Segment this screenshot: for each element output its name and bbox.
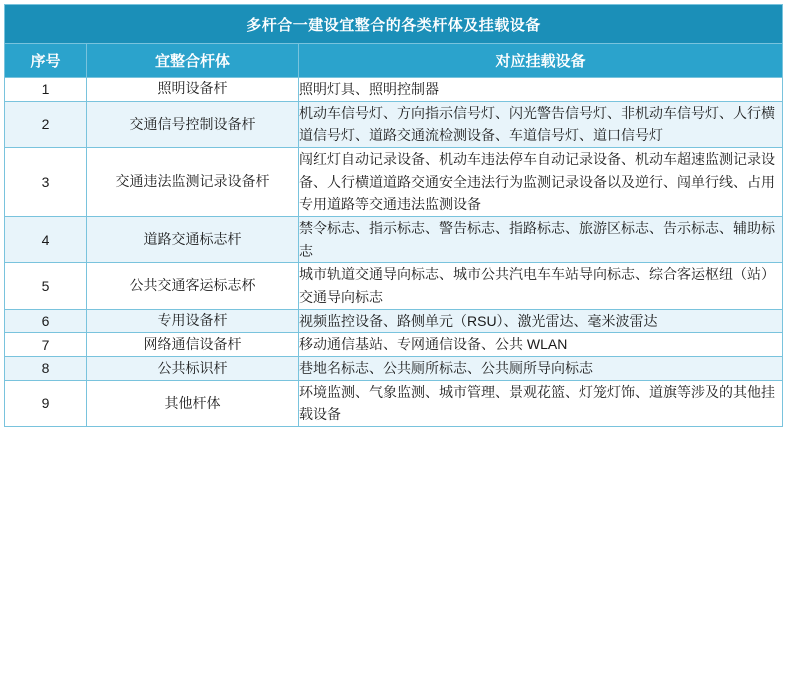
row-devices: 禁令标志、指示标志、警告标志、指路标志、旅游区标志、告示标志、辅助标志 (299, 217, 783, 263)
row-index: 3 (5, 148, 87, 217)
row-pole-type: 专用设备杆 (87, 309, 299, 333)
table-row (5, 357, 783, 381)
row-pole-type: 照明设备杆 (87, 78, 299, 102)
row-devices: 机动车信号灯、方向指示信号灯、闪光警告信号灯、非机动车信号灯、人行横道信号灯、道路交通流检测设备、车道信号灯、道口信号灯 (299, 101, 783, 147)
column-header-index: 序号 (5, 44, 87, 78)
row-pole-type: 其他杆体 (87, 380, 299, 426)
row-index: 4 (5, 217, 87, 263)
table-header-row (5, 44, 783, 78)
row-pole-type: 公共交通客运标志杯 (87, 263, 299, 309)
table-row (5, 380, 783, 426)
column-header-pole: 宜整合杆体 (87, 44, 299, 78)
table-body (5, 78, 783, 427)
row-pole-type: 交通信号控制设备杆 (87, 101, 299, 147)
row-index: 9 (5, 380, 87, 426)
row-devices: 视频监控设备、路侧单元（RSU）、激光雷达、毫米波雷达 (299, 309, 783, 333)
row-devices: 照明灯具、照明控制器 (299, 78, 783, 102)
row-index: 7 (5, 333, 87, 357)
table-row (5, 148, 783, 217)
row-devices: 环境监测、气象监测、城市管理、景观花篮、灯笼灯饰、道旗等涉及的其他挂载设备 (299, 380, 783, 426)
table-row (5, 309, 783, 333)
row-devices: 闯红灯自动记录设备、机动车违法停车自动记录设备、机动车超速监测记录设备、人行横道道路交通安全违法行为监测记录设备以及逆行、闯单行线、占用专用道路等交通违法监测设备 (299, 148, 783, 217)
row-index: 2 (5, 101, 87, 147)
table-row (5, 263, 783, 309)
row-pole-type: 交通违法监测记录设备杆 (87, 148, 299, 217)
row-pole-type: 道路交通标志杆 (87, 217, 299, 263)
row-index: 1 (5, 78, 87, 102)
row-index: 5 (5, 263, 87, 309)
page-title: 多杆合一建设宜整合的各类杆体及挂载设备 (5, 5, 783, 44)
pole-integration-table (4, 4, 783, 427)
row-devices: 巷地名标志、公共厕所标志、公共厕所导向标志 (299, 357, 783, 381)
row-index: 8 (5, 357, 87, 381)
table-row (5, 217, 783, 263)
row-devices: 城市轨道交通导向标志、城市公共汽电车车站导向标志、综合客运枢纽（站）交通导向标志 (299, 263, 783, 309)
table-row (5, 101, 783, 147)
column-header-devices: 对应挂载设备 (299, 44, 783, 78)
row-pole-type: 公共标识杆 (87, 357, 299, 381)
table-row (5, 78, 783, 102)
row-pole-type: 网络通信设备杆 (87, 333, 299, 357)
row-index: 6 (5, 309, 87, 333)
row-devices: 移动通信基站、专网通信设备、公共 WLAN (299, 333, 783, 357)
table-title-row (5, 5, 783, 44)
table-row (5, 333, 783, 357)
